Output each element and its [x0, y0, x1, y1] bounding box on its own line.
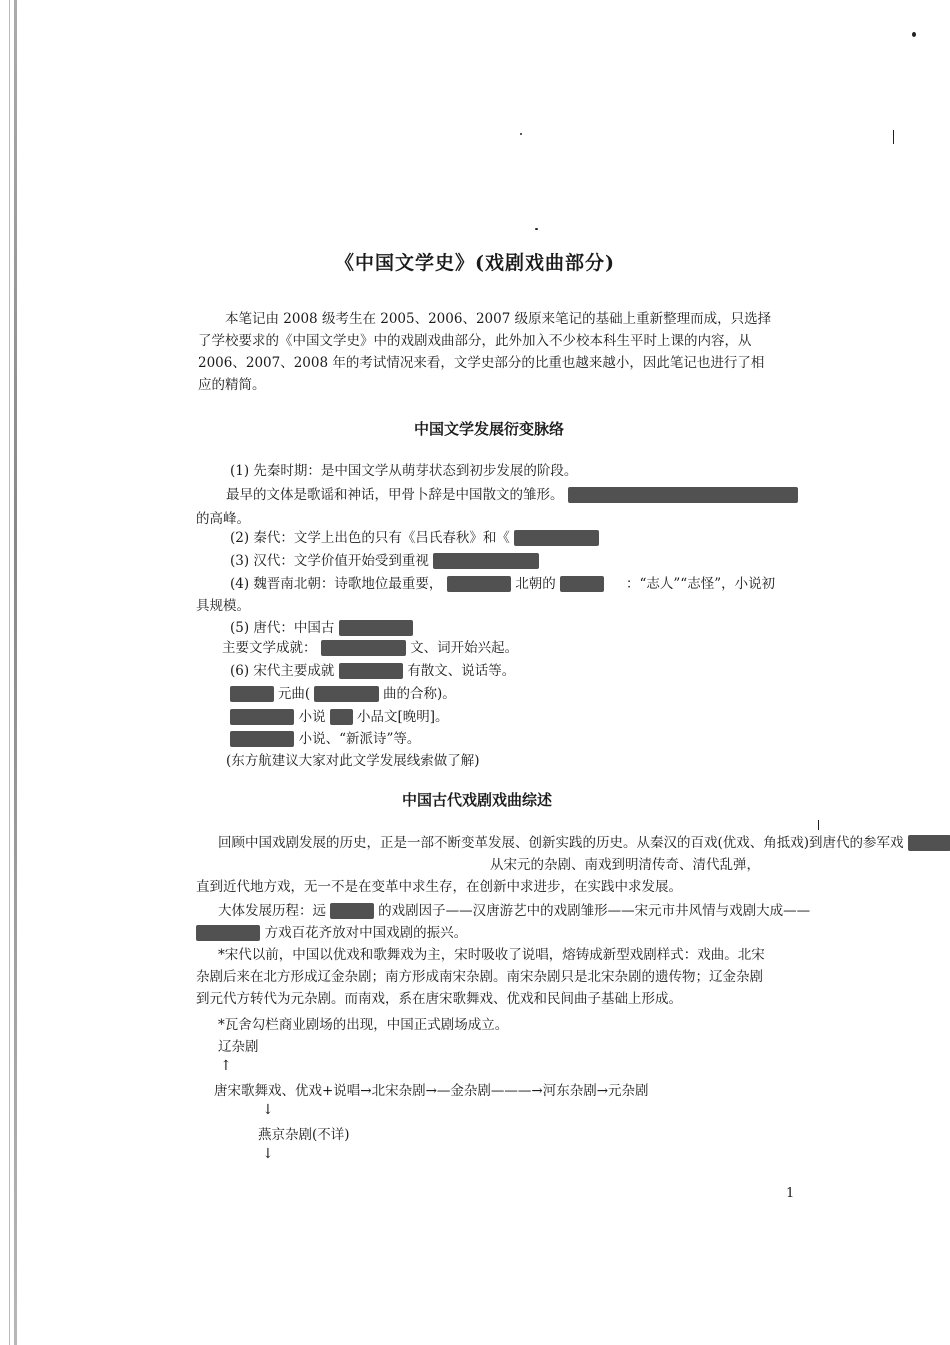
redacted-text — [568, 487, 798, 503]
diagram-node-yanjing: 燕京杂剧(不详) — [258, 1127, 350, 1143]
outline-line — [230, 706, 449, 728]
page-number: 1 — [786, 1186, 795, 1201]
outline-line: (1) 先秦时期：是中国文学从萌芽状态到初步发展的阶段。 — [230, 463, 578, 479]
outline-line: ：“志人”“志怪”，小说初具规模。 — [196, 576, 776, 614]
redacted-text — [514, 530, 599, 546]
diagram-main-chain: 唐宋歌舞戏、优戏+说唱→北宋杂剧→—金杂剧———→河东杂剧→元杂剧 — [214, 1083, 649, 1099]
down-arrow: ↓ — [262, 1102, 274, 1118]
redacted-text — [908, 835, 950, 851]
page-title: 《中国文学史》(戏剧戏曲部分) — [335, 252, 615, 274]
scan-speck — [818, 820, 819, 830]
outline-text: 小品文[晚明]。 — [356, 709, 449, 725]
redacted-text — [321, 640, 406, 656]
scan-edge-line — [9, 0, 10, 1345]
scan-speck — [893, 130, 894, 144]
scan-edge-shadow — [14, 0, 17, 1345]
body-line — [196, 922, 467, 944]
diagram-node-liao: 辽杂剧 — [218, 1039, 259, 1055]
scan-speck — [535, 228, 538, 230]
outline-line: 的高峰。 — [196, 511, 250, 527]
section-heading-drama: 中国古代戏剧戏曲综述 — [402, 791, 553, 809]
outline-line — [230, 550, 539, 572]
redacted-text — [330, 903, 374, 919]
redacted-text — [330, 709, 353, 725]
body-line — [218, 832, 950, 854]
redacted-text — [230, 686, 274, 702]
outline-line — [226, 484, 798, 506]
outline-text: (5) 唐代：中国古 — [230, 620, 335, 636]
body-text: 的戏剧因子——汉唐游艺中的戏剧雏形——宋元市井风情与戏剧大成—— — [378, 903, 811, 919]
outline-line — [230, 617, 413, 639]
outline-text: 小说 — [298, 709, 326, 725]
redacted-text — [433, 553, 539, 569]
body-text: 方戏百花齐放对中国戏剧的振兴。 — [264, 925, 468, 941]
body-paragraph: *宋代以前，中国以优戏和歌舞戏为主，宋时吸收了说唱，熔铸成新型戏剧样式：戏曲。北宋杂剧后来在北方形成辽金杂剧；南方形成南宋杂剧。南宋杂剧只是北宋杂剧的遗传物；辽金杂剧到元代方转代为元杂剧。而南戏，系在唐宋歌舞戏、优戏和民间曲子基础上形成。 — [196, 947, 765, 1007]
redacted-text — [314, 686, 378, 702]
outline-text: 曲的合称)。 — [383, 686, 456, 702]
outline-text: (2) 秦代：文学上出色的只有《吕氏春秋》和《 — [230, 530, 510, 546]
outline-text: 有散文、说话等。 — [407, 663, 516, 679]
intro-paragraph: 本笔记由 2008 级考生在 2005、2006、2007 级原来笔记的基础上重新整理而成，只选择了学校要求的《中国文学史》中的戏剧戏曲部分，此外加入不少校本科生平时上课的内容，从 2006、2007、2008 年的考试情况来看，文学史部分的比重也越来越小，因此笔记也进行了相应的精简。 — [198, 311, 772, 393]
outline-line: (东方航建议大家对此文学发展线索做了解) — [226, 753, 480, 769]
scan-speck — [520, 133, 522, 135]
outline-line — [230, 660, 515, 682]
scan-speck — [912, 32, 916, 37]
up-arrow: ↑ — [220, 1058, 232, 1074]
redacted-text — [230, 709, 294, 725]
outline-line — [230, 683, 456, 705]
redacted-text — [339, 663, 403, 679]
section-heading-literature: 中国文学发展衍变脉络 — [414, 420, 565, 438]
outline-line — [222, 637, 518, 659]
redacted-text — [230, 731, 294, 747]
body-line: *瓦舍勾栏商业剧场的出现，中国正式剧场成立。 — [218, 1017, 509, 1033]
down-arrow: ↓ — [262, 1146, 274, 1162]
outline-text: (6) 宋代主要成就 — [230, 663, 335, 679]
outline-text: 主要文学成就： — [222, 640, 317, 656]
outline-text: 北朝的 — [515, 576, 556, 592]
body-text: 大体发展历程：远 — [218, 903, 326, 919]
body-paragraph: 从宋元的杂剧、南戏到明清传奇、清代乱弹，直到近代地方戏，无一不是在变革中求生存，在创新中求进步，在实践中求发展。 — [196, 857, 760, 895]
redacted-text — [339, 620, 414, 636]
body-line — [218, 900, 810, 922]
redacted-text — [196, 925, 260, 941]
outline-text: 文、词开始兴起。 — [410, 640, 519, 656]
outline-text: 元曲( — [277, 686, 311, 702]
outline-line — [230, 527, 599, 549]
outline-text: 小说、“新派诗”等。 — [298, 731, 421, 747]
outline-text: (4) 魏晋南北朝：诗歌地位最重要， — [230, 576, 443, 592]
outline-line — [230, 728, 420, 750]
body-text: 回顾中国戏剧发展的历史，正是一部不断变革发展、创新实践的历史。从秦汉的百戏(优戏、角抵戏)到唐代的参军戏 — [218, 835, 904, 851]
outline-text: 最早的文体是歌谣和神话，甲骨卜辞是中国散文的雏形。 — [226, 487, 564, 503]
outline-text: (3) 汉代：文学价值开始受到重视 — [230, 553, 429, 569]
